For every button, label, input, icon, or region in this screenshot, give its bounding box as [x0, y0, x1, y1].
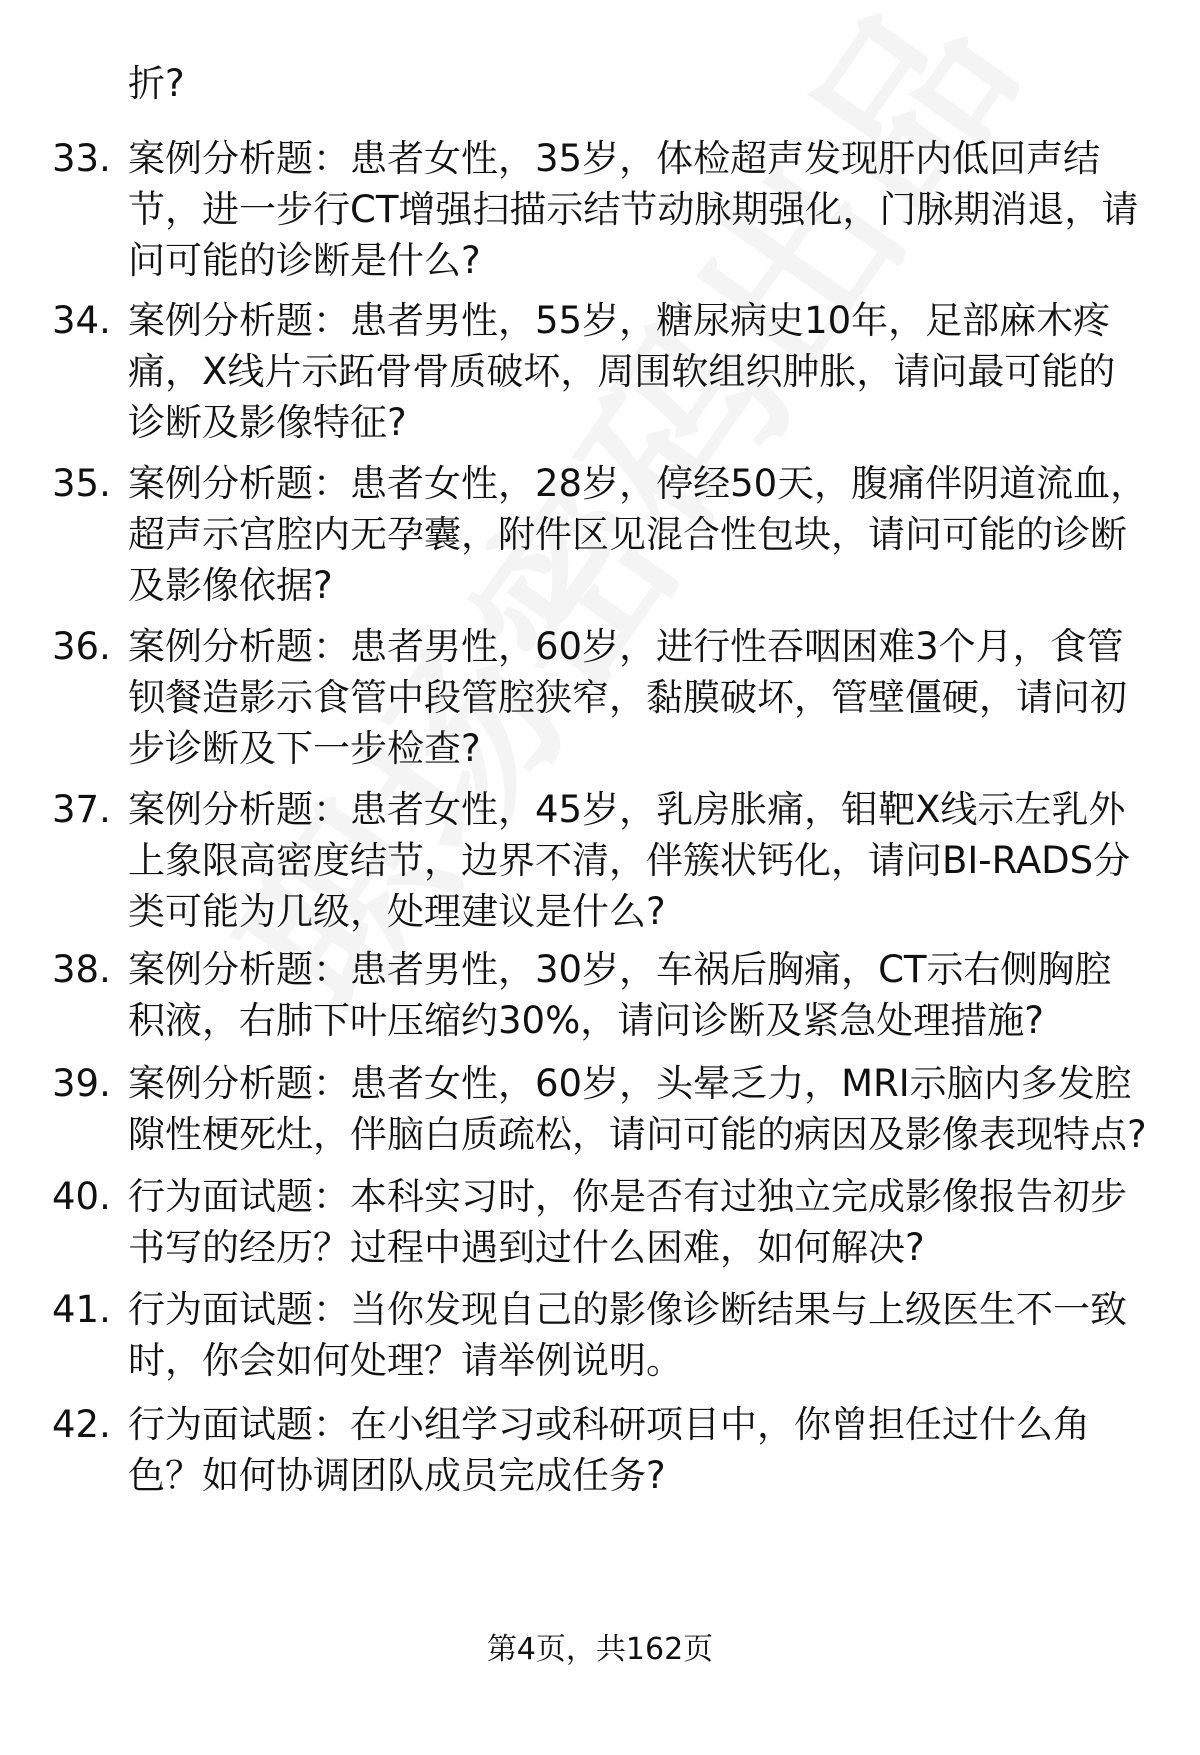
item-text: 行为面试题：本科实习时，你是否有过独立完成影像报告初步书写的经历？过程中遇到过什么困难，如何解决?	[128, 1175, 1127, 1269]
item-number: 35.	[52, 462, 111, 505]
continued-text: 折?	[128, 62, 185, 105]
item-text: 案例分析题：患者女性，35岁，体检超声发现肝内低回声结节，进一步行CT增强扫描示结节动脉期强化，门脉期消退，请问可能的诊断是什么?	[128, 137, 1139, 282]
item-number: 40.	[52, 1175, 111, 1218]
page-footer: 第4页，共162页	[486, 1632, 714, 1667]
item-number: 42.	[52, 1403, 111, 1446]
item-text: 案例分析题：患者男性，60岁，进行性吞咽困难3个月，食管钡餐造影示食管中段管腔狭窄，黏膜破坏，管壁僵硬，请问初步诊断及下一步检查?	[128, 625, 1127, 770]
item-text: 案例分析题：患者女性，28岁，停经50天，腹痛伴阴道流血，超声示宫腔内无孕囊，附件区见混合性包块，请问可能的诊断及影像依据?	[128, 462, 1148, 607]
item-text: 行为面试题：当你发现自己的影像诊断结果与上级医生不一致时，你会如何处理？请举例说明。	[128, 1288, 1127, 1382]
item-number: 39.	[52, 1062, 111, 1105]
item-text: 案例分析题：患者女性，60岁，头晕乏力，MRI示脑内多发腔隙性梗死灶，伴脑白质疏松，请问可能的病因及影像表现特点?	[128, 1062, 1147, 1156]
item-number: 36.	[52, 625, 111, 668]
item-number: 34.	[52, 299, 111, 342]
item-number: 41.	[52, 1288, 111, 1331]
item-text: 案例分析题：患者男性，30岁，车祸后胸痛，CT示右侧胸腔积液，右肺下叶压缩约30%，请问诊断及紧急处理措施?	[128, 948, 1112, 1042]
item-text: 案例分析题：患者男性，55岁，糖尿病史10年，足部麻木疼痛，X线片示跖骨骨质破坏，周围软组织肿胀，请问最可能的诊断及影像特征?	[128, 299, 1116, 444]
item-text: 行为面试题：在小组学习或科研项目中，你曾担任过什么角色？如何协调团队成员完成任务?	[128, 1403, 1090, 1497]
item-text: 案例分析题：患者女性，45岁，乳房胀痛，钼靶X线示左乳外上象限高密度结节，边界不清，伴簇状钙化，请问BI-RADS分类可能为几级，处理建议是什么?	[128, 788, 1131, 933]
item-number: 38.	[52, 948, 111, 991]
item-number: 33.	[52, 137, 111, 180]
item-number: 37.	[52, 788, 111, 831]
